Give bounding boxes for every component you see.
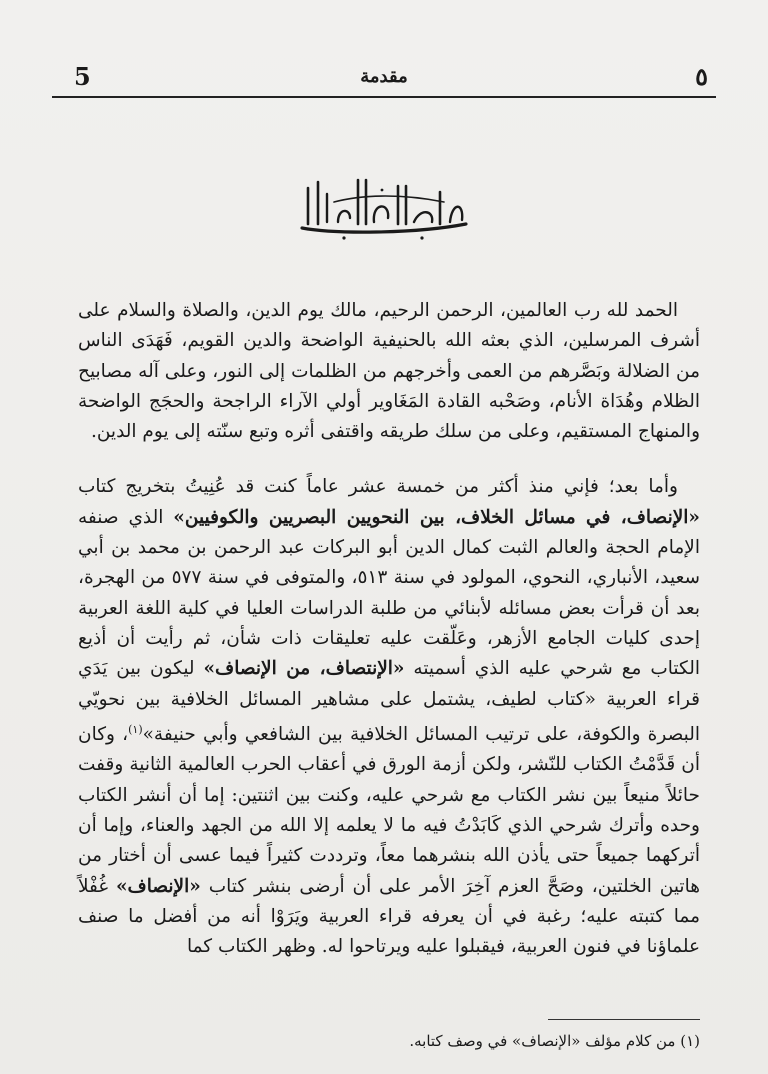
paragraph-introduction: [78, 472, 700, 962]
intro-text: الذي صنفه الإمام الحجة والعالم الثبت كمال الدين أبو البركات عبد الرحمن بن محمد بن أبي سعيد، الأنباري، النحوي، المولود في سنة ٥١٣، والمتوفى في سنة ٥٧٧ من الهجرة، بعد أن قرأت بعض مسائله لأبنائي من طلبة الدراسات العليا في كلية اللغة العربية إحدى كليات الجامع الأزهر، وعَلّقت عليه تعليقات ذات شأن، ثم رأيت أن أذيع الكتاب مع شرحي عليه الذي أسميته: [78, 506, 700, 680]
paragraph-opening-praise: الحمد لله رب العالمين، الرحمن الرحيم، مالك يوم الدين، والصلاة والسلام على أشرف المرسلين، الذي بعثه الله بالحنيفية الواضحة والدين القويم، فَهَدَى الناس من الضلالة وبَصَّرهم من العمى وأخرجهم من الظلمات إلى النور، وعلى آله مصابيح الظلام وهُدَاة الأنام، وصَحْبه القادة المَغَاوير أولي الآراء الراجحة والحجَج الواضحة والمنهاج المستقيم، وعلى من سلك طريقه واقتفى أثره وتبع سنّته إلى يوم الدين.: [78, 300, 700, 443]
page-number-arabic: ٥: [695, 62, 708, 91]
chapter-title: مقدمة: [360, 66, 408, 87]
basmala-calligraphy: [294, 172, 474, 242]
page-number-latin: 5: [74, 62, 91, 91]
footnote: (١) من كلام مؤلف «الإنصاف» في وصف كتابه.: [409, 1032, 700, 1050]
page-header: [52, 60, 716, 98]
intro-text: ليكون بين يَدَي قراء العربية «كتاب لطيف، يشتمل على مشاهير المسائل الخلافية بين نحويّي البصرة والكوفة، على ترتيب المسائل الخلافية بين الشافعي وأبي حنيفة»: [78, 658, 700, 746]
intro-text: ، وكان أن قَدَّمْتُ الكتاب للنّشر، ولكن أزمة الورق في أعقاب الحرب العالمية الثانية وقفت حائلاً منيعاً بين نشر الكتاب مع شرحي عليه، وكنت بين اثنتين: إما أن أنشر الكتاب وحده وأترك شرحي الذي كَابَدْتُ فيه ما لا يعلمه إلا الله من الجهد والعناء، وإما أن أتركهما جميعاً حتى يأذن الله بنشرهما معاً، وترددت كثيراً فيما عسى أن أختار من هاتين الخلتين، وصَحَّ العزم آخِرَ الأمر على أن أرضى بنشر كتاب: [78, 724, 700, 897]
book-title-insaf-short: «الإنصاف»: [115, 875, 201, 897]
intro-text: وأما بعد؛ فإني منذ أكثر من خمسة عشر عاماً كنت قد عُنِيتُ بتخريج كتاب: [78, 476, 678, 498]
header-rule: [52, 96, 716, 98]
footnote-reference: (١): [128, 722, 143, 736]
commentary-title-intisaf: «الإنتصاف، من الإنصاف»: [203, 658, 405, 680]
footnote-rule: [548, 1019, 700, 1020]
intro-text: غُفْلاً مما كتبته عليه؛ رغبة في أن يعرفه قراء العربية ويَرَوْا أنه من أفضل ما صنف علماؤنا في فنون العربية، فيقبلوا عليه ويرتاحوا له. وظهر الكتاب كما: [78, 875, 700, 958]
main-text: [78, 296, 700, 962]
book-title-insaf: «الإنصاف، في مسائل الخلاف، بين النحويين البصريين والكوفيين»: [173, 506, 700, 528]
